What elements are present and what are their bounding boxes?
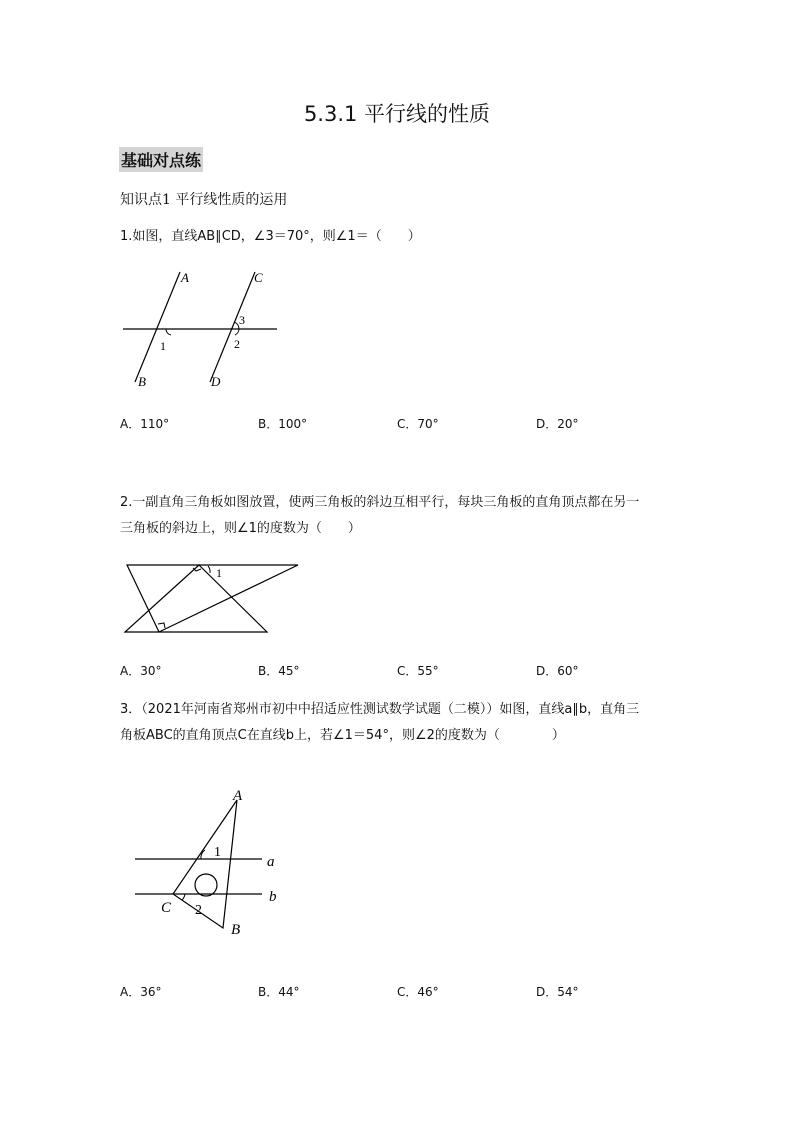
- q3-option-d: D．54°: [536, 985, 579, 999]
- angle-2-label: 2: [234, 337, 240, 351]
- page-title: 5.3.1 平行线的性质: [303, 102, 491, 126]
- q1-option-b: B．100°: [258, 417, 308, 431]
- question-1-figure: [115, 262, 285, 392]
- angle-1-label: 1: [214, 845, 221, 860]
- question-1-text: 1.如图，直线AB∥CD，∠3＝70°，则∠1＝（ ）: [120, 229, 421, 244]
- q2-option-d: D．60°: [536, 664, 579, 678]
- angle-2-label: 2: [195, 903, 202, 918]
- q3-option-b: B．44°: [258, 985, 300, 999]
- q2-option-a: A．30°: [120, 664, 162, 678]
- label-C: C: [254, 270, 263, 285]
- question-2-text-line1: 2.一副直角三角板如图放置，使两三角板的斜边互相平行，每块三角板的直角顶点都在另一: [120, 495, 640, 510]
- label-a: a: [267, 854, 275, 870]
- label-A: A: [181, 270, 189, 285]
- q3-option-a: A．36°: [120, 985, 162, 999]
- question-2-figure: [115, 555, 305, 640]
- question-2-text-line2: 三角板的斜边上，则∠1的度数为（ ）: [120, 521, 361, 536]
- q1-option-a: A．110°: [120, 417, 170, 431]
- angle-1-label: 1: [160, 339, 166, 353]
- label-A: A: [233, 788, 243, 804]
- label-C: C: [161, 900, 172, 916]
- q2-option-b: B．45°: [258, 664, 300, 678]
- angle-3-label: 3: [239, 313, 245, 327]
- knowledge-point-heading: 知识点1 平行线性质的运用: [120, 192, 288, 208]
- label-B: B: [138, 374, 146, 389]
- section-heading: 基础对点练: [119, 147, 203, 172]
- label-D: D: [211, 374, 221, 389]
- question-3-figure: [125, 782, 295, 947]
- question-3-text-line2: 角板ABC的直角顶点C在直线b上，若∠1＝54°，则∠2的度数为（ ）: [120, 728, 565, 743]
- q1-option-d: D．20°: [536, 417, 579, 431]
- question-3-text-line1: 3．（2021年河南省郑州市初中中招适应性测试数学试题（二模））如图，直线a∥b，直角三: [120, 702, 640, 717]
- label-B: B: [231, 922, 241, 938]
- q1-option-c: C．70°: [397, 417, 439, 431]
- q2-option-c: C．55°: [397, 664, 439, 678]
- q3-option-c: C．46°: [397, 985, 439, 999]
- angle-1-label: 1: [216, 566, 222, 580]
- label-b: b: [269, 889, 277, 905]
